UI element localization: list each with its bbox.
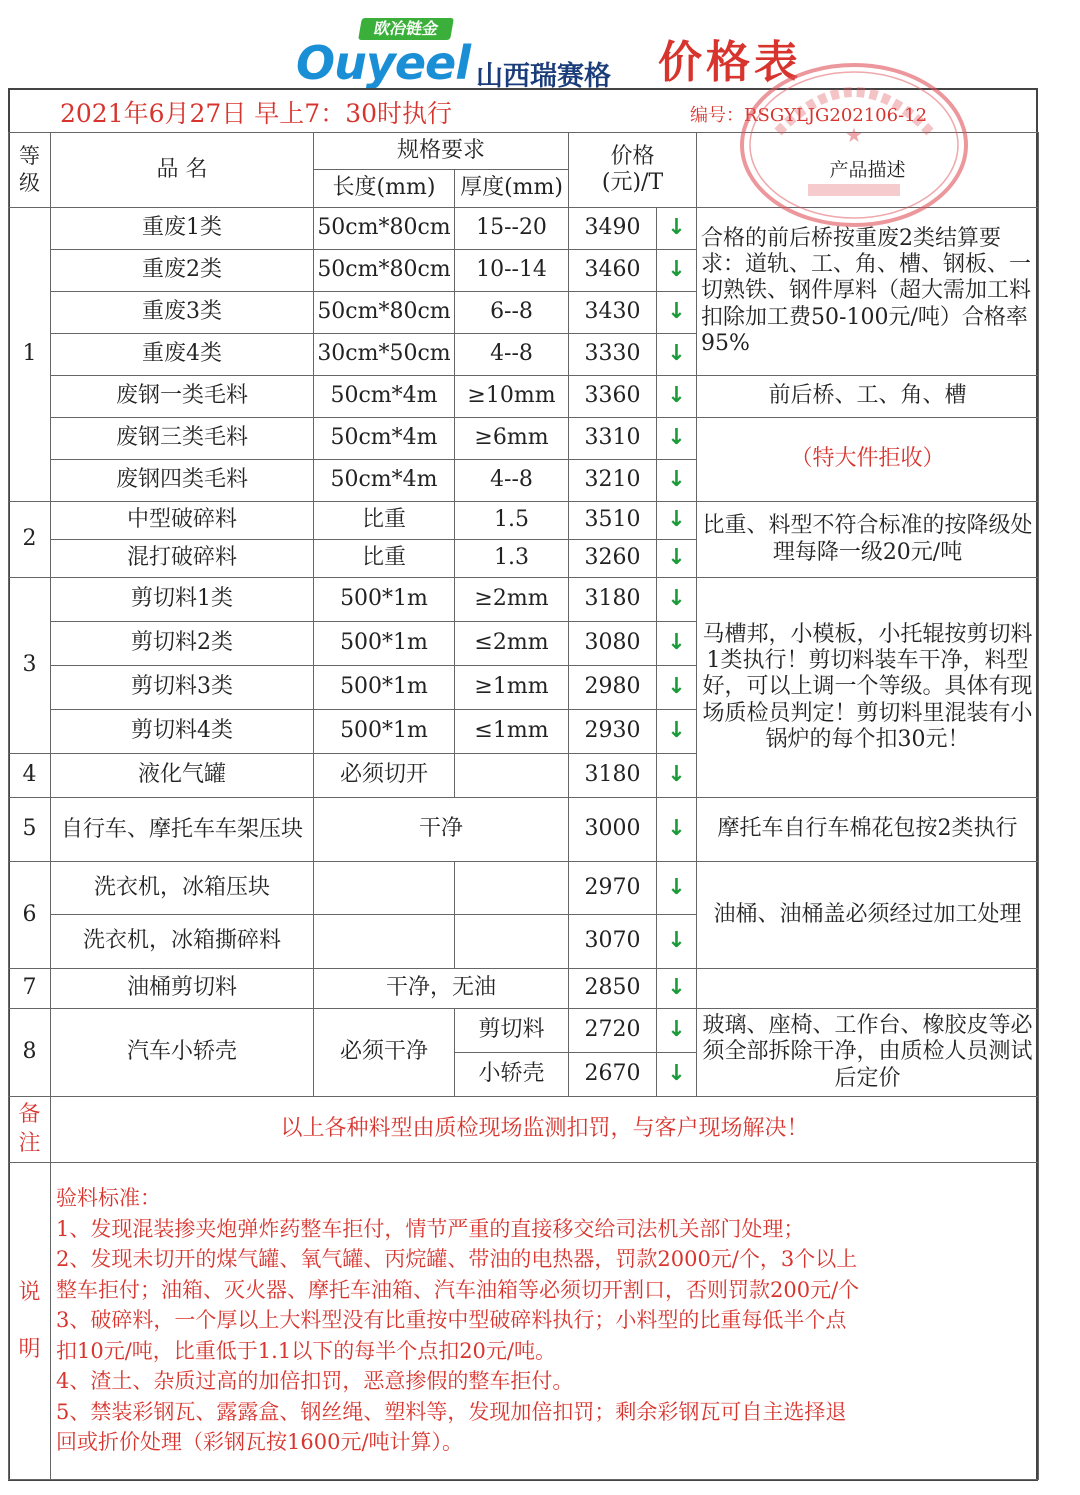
grade-cell: 2: [9, 502, 51, 578]
item-length: 50cm*80cm: [314, 208, 455, 250]
arrow-down-icon: ↓: [657, 710, 697, 754]
arrow-down-icon: ↓: [657, 208, 697, 250]
item-length: 50cm*4m: [314, 418, 455, 460]
item-length: [314, 862, 455, 915]
item-thickness: [455, 915, 569, 969]
arrow-down-icon: ↓: [657, 250, 697, 292]
remark-label: 备注: [9, 1097, 51, 1163]
item-thickness: 剪切料: [455, 1009, 569, 1053]
item-price: 2670: [569, 1053, 657, 1097]
item-thickness: ≥1mm: [455, 666, 569, 710]
item-price: 3490: [569, 208, 657, 250]
grade-cell: 8: [9, 1009, 51, 1097]
arrow-down-icon: ↓: [657, 418, 697, 460]
col-price-label: 价格: [610, 143, 655, 169]
item-price: 3210: [569, 460, 657, 502]
item-price: 3000: [569, 798, 657, 862]
col-grade: 等级: [9, 133, 51, 208]
notes-line: 5、禁装彩钢瓦、露露盒、钢丝绳、塑料等，发现加倍扣罚；剩余彩钢瓦可自主选择退: [56, 1399, 847, 1424]
item-thickness: ≥2mm: [455, 578, 569, 622]
arrow-down-icon: ↓: [657, 376, 697, 418]
item-price: 3460: [569, 250, 657, 292]
item-name: 洗衣机，冰箱撕碎料: [51, 915, 314, 969]
item-thickness: 4--8: [455, 460, 569, 502]
item-price: 3260: [569, 540, 657, 578]
item-spec: 干净，无油: [314, 969, 569, 1009]
item-name: 汽车小轿壳: [51, 1009, 314, 1097]
col-desc: 产品描述: [697, 133, 1039, 208]
product-description: 比重、料型不符合标准的按降级处理每降一级20元/吨: [697, 502, 1039, 578]
item-length: 50cm*4m: [314, 376, 455, 418]
item-name: 自行车、摩托车车架压块: [51, 798, 314, 862]
item-thickness: 4--8: [455, 334, 569, 376]
arrow-down-icon: ↓: [657, 622, 697, 666]
item-spec: 干净: [314, 798, 569, 862]
logo-badge: 欧冶链金: [358, 18, 454, 40]
arrow-down-icon: ↓: [657, 292, 697, 334]
notes-line: 2、发现未切开的煤气罐、氧气罐、丙烷罐、带油的电热器，罚款2000元/个，3个以上: [56, 1247, 858, 1271]
item-length: 30cm*50cm: [314, 334, 455, 376]
oversize-rejected-note: （特大件拒收）: [697, 418, 1039, 502]
product-description: 前后桥、工、角、槽: [697, 376, 1039, 418]
item-name: 液化气罐: [51, 754, 314, 798]
item-length: 500*1m: [314, 666, 455, 710]
item-name: 剪切料1类: [51, 578, 314, 622]
grade-cell: 4: [9, 754, 51, 798]
svg-text:★: ★: [845, 123, 863, 147]
arrow-down-icon: ↓: [657, 969, 697, 1009]
item-thickness: ≤2mm: [455, 622, 569, 666]
arrow-down-icon: ↓: [657, 540, 697, 578]
item-length: 50cm*80cm: [314, 292, 455, 334]
item-length: 比重: [314, 540, 455, 578]
grade-cell: 3: [9, 578, 51, 754]
item-length: 500*1m: [314, 710, 455, 754]
arrow-down-icon: ↓: [657, 666, 697, 710]
arrow-down-icon: ↓: [657, 754, 697, 798]
item-name: 中型破碎料: [51, 502, 314, 540]
arrow-down-icon: ↓: [657, 798, 697, 862]
arrow-down-icon: ↓: [657, 334, 697, 376]
col-length: 长度(mm): [314, 170, 455, 208]
col-name: 品 名: [51, 133, 314, 208]
arrow-down-icon: ↓: [657, 1053, 697, 1097]
inspection-notes: [56, 1183, 1036, 1458]
remark-text: 以上各种料型由质检现场监测扣罚，与客户现场解决！: [51, 1097, 1039, 1163]
item-name: 废钢一类毛料: [51, 376, 314, 418]
item-thickness: [455, 862, 569, 915]
item-length: 必须干净: [314, 1009, 455, 1097]
empty-description: [697, 969, 1039, 1009]
notes-line: 验料标准：: [56, 1186, 161, 1210]
item-price: 2930: [569, 710, 657, 754]
col-price-unit: (元)/T: [601, 170, 664, 195]
item-length: 比重: [314, 502, 455, 540]
item-price: 2970: [569, 862, 657, 915]
item-price: 2980: [569, 666, 657, 710]
item-name: 混打破碎料: [51, 540, 314, 578]
arrow-down-icon: ↓: [657, 578, 697, 622]
product-description: 摩托车自行车棉花包按2类执行: [697, 798, 1039, 862]
item-thickness: 15--20: [455, 208, 569, 250]
item-price: 3310: [569, 418, 657, 460]
notes-line: 3、破碎料，一个厚以上大料型没有比重按中型破碎料执行；小料型的比重每低半个点: [56, 1308, 847, 1332]
item-thickness: 6--8: [455, 292, 569, 334]
item-price: 3180: [569, 578, 657, 622]
item-thickness: 小轿壳: [455, 1053, 569, 1097]
item-length: 50cm*80cm: [314, 250, 455, 292]
logo-wordmark: Ouyeel: [296, 36, 471, 90]
item-name: 废钢三类毛料: [51, 418, 314, 460]
item-thickness: ≤1mm: [455, 710, 569, 754]
item-thickness: 1.3: [455, 540, 569, 578]
notes-line: 扣10元/吨，比重低于1.1以下的每半个点扣20元/吨。: [56, 1338, 556, 1363]
item-price: 2720: [569, 1009, 657, 1053]
product-description: 油桶、油桶盖必须经过加工处理: [697, 862, 1039, 969]
item-name: 油桶剪切料: [51, 969, 314, 1009]
item-name: 剪切料3类: [51, 666, 314, 710]
item-price: 3070: [569, 915, 657, 969]
item-length: 50cm*4m: [314, 460, 455, 502]
execution-date: 2021年6月27日 早上7：30时执行: [60, 99, 453, 128]
item-thickness: 10--14: [455, 250, 569, 292]
product-description: 玻璃、座椅、工作台、橡胶皮等必须全部拆除干净，由质检人员测试后定价: [697, 1009, 1039, 1097]
item-price: 3330: [569, 334, 657, 376]
item-thickness: ≥6mm: [455, 418, 569, 460]
official-seal: [738, 62, 970, 228]
item-name: 重废3类: [51, 292, 314, 334]
grade-cell: 5: [9, 798, 51, 862]
item-price: 3080: [569, 622, 657, 666]
product-description: 合格的前后桥按重废2类结算要求：道轨、工、角、槽、钢板、一切熟铁、钢件厚料（超大需加工料扣除加工费50-100元/吨）合格率95%: [697, 208, 1039, 376]
notes-line: 1、发现混装掺夹炮弹炸药整车拒付，情节严重的直接移交给司法机关部门处理；: [56, 1216, 805, 1241]
arrow-down-icon: ↓: [657, 1009, 697, 1053]
item-thickness: 1.5: [455, 502, 569, 540]
company-name: 山西瑞赛格: [476, 61, 611, 92]
product-description: 马槽邦，小模板，小托辊按剪切料1类执行！剪切料装车干净，料型好，可以上调一个等级。具体有现场质检员判定！剪切料里混装有小锅炉的每个扣30元！: [697, 578, 1039, 798]
grade-cell: 7: [9, 969, 51, 1009]
item-length: 必须切开: [314, 754, 455, 798]
item-name: 重废2类: [51, 250, 314, 292]
notes-label: 说明: [9, 1163, 51, 1480]
item-thickness: [455, 754, 569, 798]
item-name: 剪切料4类: [51, 710, 314, 754]
notes-line: 4、渣土、杂质过高的加倍扣罚，恶意掺假的整车拒付。: [56, 1369, 574, 1393]
arrow-down-icon: ↓: [657, 862, 697, 915]
item-price: 3430: [569, 292, 657, 334]
arrow-down-icon: ↓: [657, 502, 697, 540]
arrow-down-icon: ↓: [657, 915, 697, 969]
item-length: 500*1m: [314, 622, 455, 666]
notes-line: 回或折价处理（彩钢瓦按1600元/吨计算）。: [56, 1430, 464, 1454]
item-price: 2850: [569, 969, 657, 1009]
item-price: 3360: [569, 376, 657, 418]
item-name: 废钢四类毛料: [51, 460, 314, 502]
page-title: 价格表: [658, 37, 802, 88]
grade-cell: 1: [9, 208, 51, 502]
col-price: [569, 133, 697, 208]
document-code: 编号：RSGYLJG202106-12: [690, 105, 928, 126]
item-name: 剪切料2类: [51, 622, 314, 666]
arrow-down-icon: ↓: [657, 460, 697, 502]
item-thickness: ≥10mm: [455, 376, 569, 418]
item-length: 500*1m: [314, 578, 455, 622]
notes-line: 整车拒付；油箱、灭火器、摩托车油箱、汽车油箱等必须切开割口，否则罚款200元/个: [56, 1277, 860, 1302]
item-name: 洗衣机，冰箱压块: [51, 862, 314, 915]
grade-cell: 6: [9, 862, 51, 969]
col-thickness: 厚度(mm): [455, 170, 569, 208]
item-price: 3180: [569, 754, 657, 798]
col-spec: 规格要求: [314, 133, 569, 170]
item-name: 重废1类: [51, 208, 314, 250]
item-price: 3510: [569, 502, 657, 540]
item-name: 重废4类: [51, 334, 314, 376]
item-length: [314, 915, 455, 969]
